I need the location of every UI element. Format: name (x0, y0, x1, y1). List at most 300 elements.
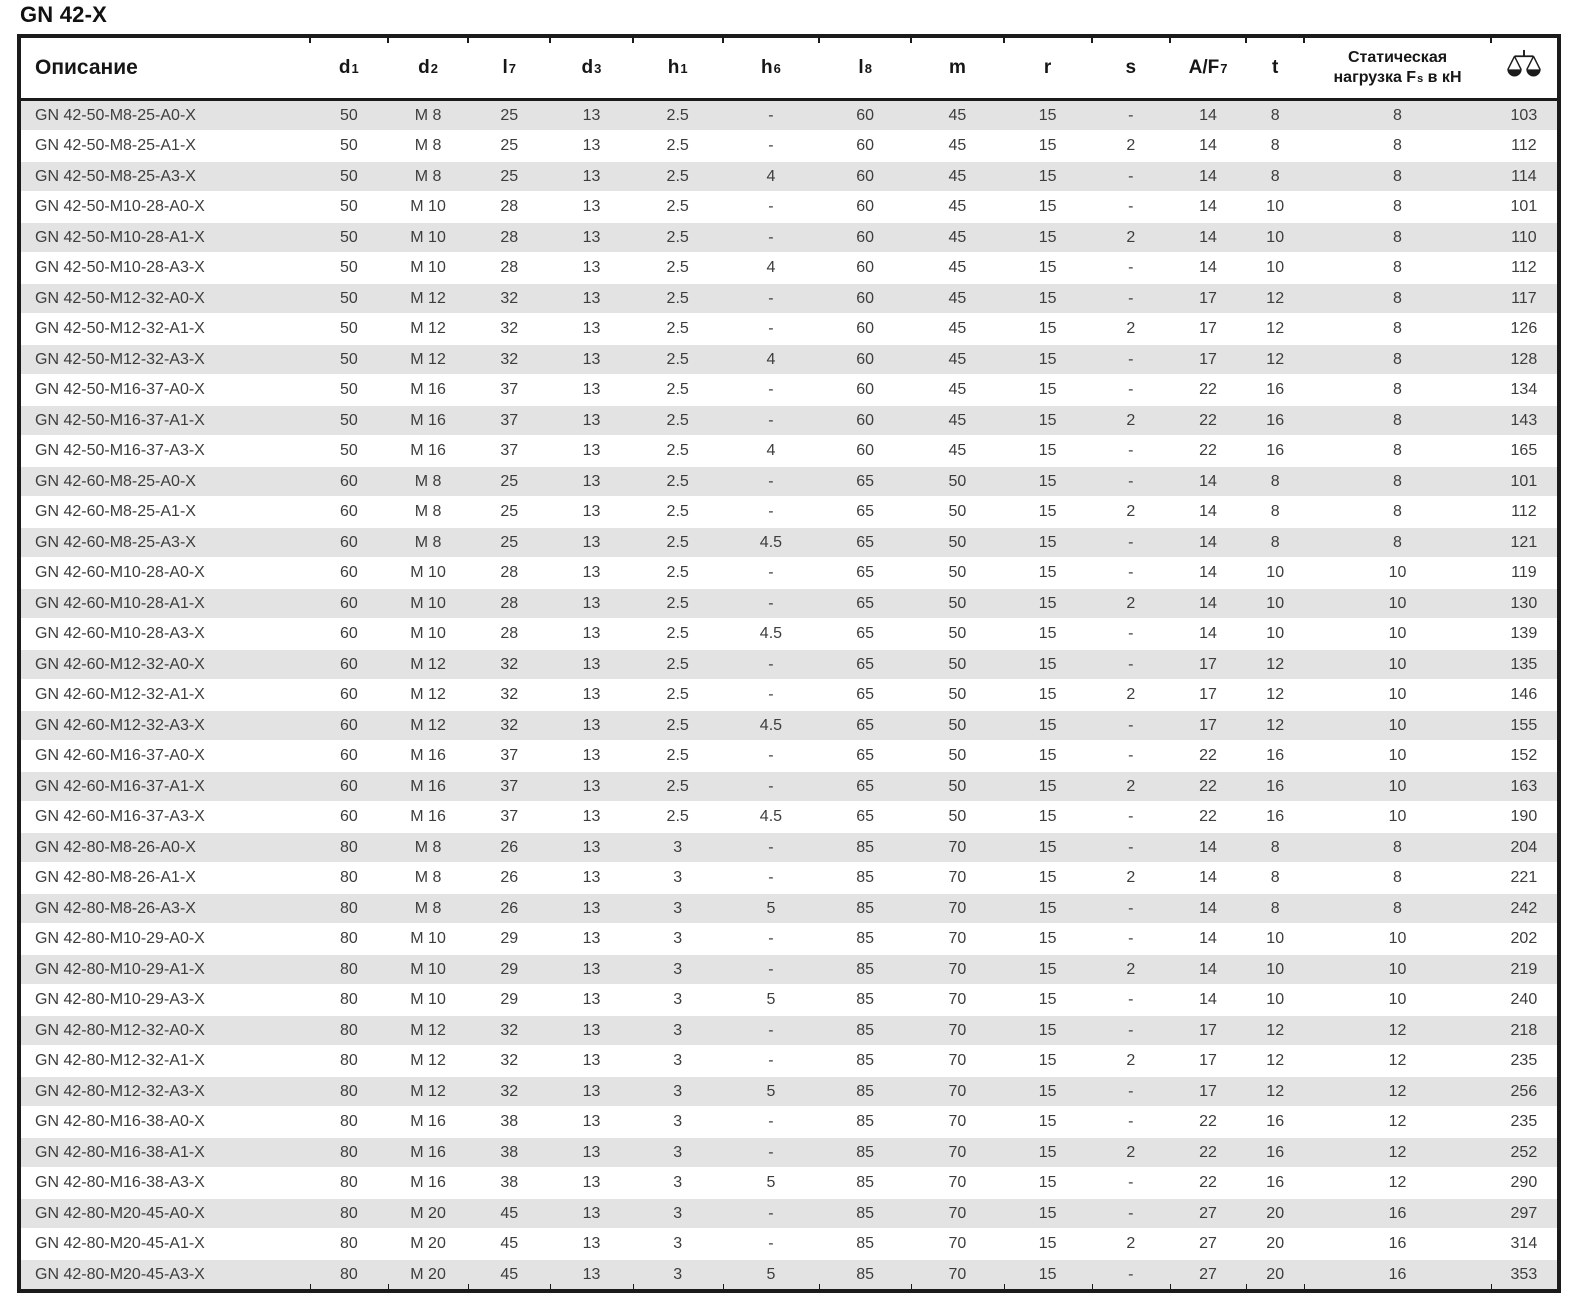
value-cell: 13 (550, 1259, 632, 1291)
value-cell: 8 (1304, 283, 1490, 314)
value-cell: 50 (310, 99, 388, 131)
value-cell: 15 (1004, 954, 1092, 985)
value-cell: 13 (550, 1015, 632, 1046)
part-number-cell: GN 42-50-M8-25-A3-X (19, 161, 310, 192)
part-number-cell: GN 42-80-M12-32-A3-X (19, 1076, 310, 1107)
table-row (19, 893, 1559, 924)
value-cell: 60 (310, 680, 388, 711)
value-cell: 17 (1170, 344, 1246, 375)
part-number-cell: GN 42-80-M16-38-A3-X (19, 1168, 310, 1199)
value-cell: 22 (1170, 375, 1246, 406)
column-header-r: r (1004, 36, 1092, 99)
value-cell: 28 (468, 558, 550, 589)
value-cell: - (1092, 161, 1170, 192)
value-cell: 112 (1491, 253, 1559, 284)
value-cell: 4 (723, 161, 819, 192)
value-cell: 80 (310, 985, 388, 1016)
value-cell: 13 (550, 741, 632, 772)
part-number-cell: GN 42-50-M10-28-A0-X (19, 192, 310, 223)
value-cell: 12 (1304, 1076, 1490, 1107)
value-cell: 85 (819, 924, 911, 955)
value-cell: 10 (1246, 619, 1304, 650)
value-cell: 2.5 (633, 558, 723, 589)
part-number-cell: GN 42-50-M16-37-A0-X (19, 375, 310, 406)
value-cell: 2.5 (633, 527, 723, 558)
value-cell: 13 (550, 222, 632, 253)
value-cell: 14 (1170, 558, 1246, 589)
table-row (19, 619, 1559, 650)
value-cell: 50 (911, 680, 1003, 711)
value-cell: 8 (1304, 192, 1490, 223)
value-cell: M 12 (388, 344, 468, 375)
value-cell: 17 (1170, 1076, 1246, 1107)
value-cell: 45 (468, 1229, 550, 1260)
value-cell: 45 (911, 222, 1003, 253)
value-cell: 15 (1004, 1107, 1092, 1138)
value-cell: - (723, 649, 819, 680)
value-cell: 38 (468, 1107, 550, 1138)
value-cell: 297 (1491, 1198, 1559, 1229)
value-cell: 235 (1491, 1046, 1559, 1077)
value-cell: 13 (550, 924, 632, 955)
value-cell: 8 (1246, 893, 1304, 924)
part-number-cell: GN 42-50-M8-25-A0-X (19, 99, 310, 131)
value-cell: 13 (550, 954, 632, 985)
value-cell: - (1092, 1076, 1170, 1107)
value-cell: 80 (310, 1259, 388, 1291)
value-cell: 14 (1170, 954, 1246, 985)
value-cell: 13 (550, 985, 632, 1016)
value-cell: 13 (550, 1229, 632, 1260)
value-cell: 60 (819, 161, 911, 192)
value-cell: 15 (1004, 710, 1092, 741)
value-cell: 38 (468, 1168, 550, 1199)
value-cell: 2 (1092, 588, 1170, 619)
value-cell: 37 (468, 771, 550, 802)
value-cell: 10 (1246, 924, 1304, 955)
part-number-cell: GN 42-80-M16-38-A0-X (19, 1107, 310, 1138)
value-cell: 13 (550, 1046, 632, 1077)
value-cell: M 12 (388, 1076, 468, 1107)
value-cell: 29 (468, 985, 550, 1016)
column-header-d2: d2 (388, 36, 468, 99)
value-cell: 38 (468, 1137, 550, 1168)
value-cell: 60 (310, 710, 388, 741)
table-row (19, 832, 1559, 863)
column-header-h1: h1 (633, 36, 723, 99)
value-cell: 2.5 (633, 344, 723, 375)
value-cell: 13 (550, 558, 632, 589)
value-cell: - (1092, 99, 1170, 131)
header-row (19, 36, 1559, 99)
value-cell: 25 (468, 99, 550, 131)
value-cell: 17 (1170, 710, 1246, 741)
value-cell: 65 (819, 558, 911, 589)
value-cell: - (1092, 253, 1170, 284)
value-cell: 70 (911, 1198, 1003, 1229)
value-cell: 60 (310, 649, 388, 680)
value-cell: 8 (1246, 527, 1304, 558)
value-cell: 14 (1170, 192, 1246, 223)
value-cell: 45 (911, 99, 1003, 131)
value-cell: 14 (1170, 253, 1246, 284)
balance-scale-icon (1505, 49, 1543, 87)
value-cell: 12 (1304, 1015, 1490, 1046)
value-cell: 85 (819, 985, 911, 1016)
value-cell: 15 (1004, 344, 1092, 375)
value-cell: 15 (1004, 1015, 1092, 1046)
value-cell: - (723, 405, 819, 436)
value-cell: - (723, 466, 819, 497)
value-cell: 45 (911, 161, 1003, 192)
value-cell: 2.5 (633, 253, 723, 284)
column-header-d1: d1 (310, 36, 388, 99)
part-number-cell: GN 42-80-M12-32-A0-X (19, 1015, 310, 1046)
value-cell: M 16 (388, 1107, 468, 1138)
value-cell: - (1092, 558, 1170, 589)
value-cell: 45 (911, 436, 1003, 467)
value-cell: 45 (911, 314, 1003, 345)
value-cell: - (1092, 832, 1170, 863)
value-cell: 12 (1246, 649, 1304, 680)
part-number-cell: GN 42-50-M10-28-A3-X (19, 253, 310, 284)
value-cell: 25 (468, 497, 550, 528)
value-cell: 13 (550, 375, 632, 406)
value-cell: 29 (468, 924, 550, 955)
value-cell: 2 (1092, 131, 1170, 162)
value-cell: 50 (310, 436, 388, 467)
column-header-t: t (1246, 36, 1304, 99)
value-cell: 27 (1170, 1229, 1246, 1260)
table-row (19, 466, 1559, 497)
value-cell: 50 (911, 649, 1003, 680)
value-cell: M 16 (388, 1168, 468, 1199)
column-header-m: m (911, 36, 1003, 99)
table-row (19, 1076, 1559, 1107)
value-cell: - (1092, 466, 1170, 497)
value-cell: 50 (911, 558, 1003, 589)
value-cell: 28 (468, 619, 550, 650)
value-cell: 65 (819, 497, 911, 528)
value-cell: M 12 (388, 283, 468, 314)
value-cell: 2.5 (633, 192, 723, 223)
value-cell: 15 (1004, 680, 1092, 711)
value-cell: 252 (1491, 1137, 1559, 1168)
value-cell: 70 (911, 1107, 1003, 1138)
value-cell: 8 (1304, 131, 1490, 162)
value-cell: M 16 (388, 405, 468, 436)
value-cell: 65 (819, 588, 911, 619)
value-cell: 25 (468, 466, 550, 497)
value-cell: 8 (1304, 893, 1490, 924)
value-cell: M 12 (388, 314, 468, 345)
value-cell: 10 (1246, 253, 1304, 284)
value-cell: 13 (550, 1198, 632, 1229)
value-cell: M 10 (388, 588, 468, 619)
value-cell: M 10 (388, 558, 468, 589)
value-cell: 14 (1170, 863, 1246, 894)
part-number-cell: GN 42-80-M10-29-A3-X (19, 985, 310, 1016)
value-cell: 13 (550, 619, 632, 650)
part-number-cell: GN 42-60-M12-32-A0-X (19, 649, 310, 680)
table-row (19, 1259, 1559, 1291)
value-cell: 50 (911, 619, 1003, 650)
value-cell: 8 (1246, 497, 1304, 528)
value-cell: 15 (1004, 1046, 1092, 1077)
value-cell: M 8 (388, 497, 468, 528)
value-cell: - (723, 954, 819, 985)
value-cell: 10 (1246, 192, 1304, 223)
table-row (19, 710, 1559, 741)
value-cell: 22 (1170, 436, 1246, 467)
table-row (19, 161, 1559, 192)
value-cell: 50 (310, 161, 388, 192)
value-cell: 22 (1170, 802, 1246, 833)
value-cell: 13 (550, 680, 632, 711)
value-cell: 15 (1004, 771, 1092, 802)
value-cell: 15 (1004, 314, 1092, 345)
part-number-cell: GN 42-80-M16-38-A1-X (19, 1137, 310, 1168)
value-cell: M 16 (388, 375, 468, 406)
value-cell: 15 (1004, 832, 1092, 863)
value-cell: 112 (1491, 497, 1559, 528)
value-cell: 85 (819, 1198, 911, 1229)
value-cell: 13 (550, 710, 632, 741)
value-cell: 4.5 (723, 802, 819, 833)
value-cell: 2.5 (633, 771, 723, 802)
value-cell: 15 (1004, 527, 1092, 558)
value-cell: 14 (1170, 985, 1246, 1016)
value-cell: - (1092, 985, 1170, 1016)
value-cell: 8 (1304, 375, 1490, 406)
value-cell: 13 (550, 283, 632, 314)
value-cell: 27 (1170, 1259, 1246, 1291)
value-cell: 2.5 (633, 466, 723, 497)
value-cell: 3 (633, 985, 723, 1016)
value-cell: 8 (1304, 99, 1490, 131)
value-cell: 15 (1004, 466, 1092, 497)
value-cell: 60 (310, 527, 388, 558)
part-number-cell: GN 42-60-M12-32-A1-X (19, 680, 310, 711)
value-cell: 3 (633, 1107, 723, 1138)
column-header-l8: l8 (819, 36, 911, 99)
value-cell: - (1092, 192, 1170, 223)
value-cell: - (723, 771, 819, 802)
part-number-cell: GN 42-60-M12-32-A3-X (19, 710, 310, 741)
value-cell: 60 (819, 99, 911, 131)
table-row (19, 924, 1559, 955)
value-cell: - (723, 222, 819, 253)
value-cell: 15 (1004, 1137, 1092, 1168)
value-cell: 13 (550, 588, 632, 619)
value-cell: 37 (468, 741, 550, 772)
table-row (19, 558, 1559, 589)
table-row (19, 344, 1559, 375)
part-number-cell: GN 42-60-M8-25-A0-X (19, 466, 310, 497)
value-cell: 5 (723, 1076, 819, 1107)
value-cell: 20 (1246, 1198, 1304, 1229)
table-row (19, 1229, 1559, 1260)
value-cell: - (723, 832, 819, 863)
value-cell: 3 (633, 1015, 723, 1046)
value-cell: 13 (550, 99, 632, 131)
value-cell: 60 (310, 497, 388, 528)
value-cell: 85 (819, 1229, 911, 1260)
value-cell: 16 (1246, 741, 1304, 772)
value-cell: M 20 (388, 1229, 468, 1260)
value-cell: 101 (1491, 192, 1559, 223)
value-cell: 65 (819, 771, 911, 802)
value-cell: 10 (1304, 985, 1490, 1016)
value-cell: 15 (1004, 893, 1092, 924)
value-cell: - (723, 192, 819, 223)
value-cell: 2.5 (633, 649, 723, 680)
table-row (19, 985, 1559, 1016)
value-cell: 15 (1004, 863, 1092, 894)
value-cell: 219 (1491, 954, 1559, 985)
value-cell: 10 (1246, 588, 1304, 619)
value-cell: 8 (1304, 344, 1490, 375)
table-row (19, 497, 1559, 528)
value-cell: 2.5 (633, 375, 723, 406)
part-number-cell: GN 42-50-M8-25-A1-X (19, 131, 310, 162)
value-cell: M 8 (388, 863, 468, 894)
value-cell: - (723, 680, 819, 711)
value-cell: 112 (1491, 131, 1559, 162)
table-row (19, 863, 1559, 894)
value-cell: 15 (1004, 375, 1092, 406)
value-cell: 37 (468, 436, 550, 467)
table-row (19, 527, 1559, 558)
part-number-cell: GN 42-60-M10-28-A0-X (19, 558, 310, 589)
table-header (19, 36, 1559, 99)
value-cell: 13 (550, 863, 632, 894)
value-cell: 8 (1246, 466, 1304, 497)
value-cell: 22 (1170, 1107, 1246, 1138)
value-cell: 13 (550, 649, 632, 680)
value-cell: 3 (633, 924, 723, 955)
value-cell: 85 (819, 1107, 911, 1138)
value-cell: 4.5 (723, 619, 819, 650)
value-cell: 15 (1004, 222, 1092, 253)
value-cell: 12 (1304, 1046, 1490, 1077)
value-cell: 50 (911, 588, 1003, 619)
value-cell: 50 (911, 741, 1003, 772)
value-cell: 45 (911, 253, 1003, 284)
value-cell: 10 (1246, 985, 1304, 1016)
value-cell: 60 (819, 405, 911, 436)
table-row (19, 405, 1559, 436)
value-cell: M 10 (388, 985, 468, 1016)
value-cell: 14 (1170, 924, 1246, 955)
value-cell: 50 (310, 314, 388, 345)
value-cell: 2 (1092, 1046, 1170, 1077)
value-cell: 13 (550, 131, 632, 162)
value-cell: 29 (468, 954, 550, 985)
value-cell: M 16 (388, 741, 468, 772)
value-cell: 45 (911, 344, 1003, 375)
value-cell: 32 (468, 680, 550, 711)
column-header-weight (1491, 36, 1559, 99)
value-cell: 28 (468, 588, 550, 619)
value-cell: 60 (819, 314, 911, 345)
value-cell: - (723, 131, 819, 162)
value-cell: 32 (468, 649, 550, 680)
value-cell: 12 (1246, 314, 1304, 345)
value-cell: 27 (1170, 1198, 1246, 1229)
value-cell: - (1092, 741, 1170, 772)
value-cell: 80 (310, 832, 388, 863)
value-cell: 22 (1170, 1168, 1246, 1199)
value-cell: - (1092, 893, 1170, 924)
value-cell: 13 (550, 771, 632, 802)
value-cell: - (1092, 619, 1170, 650)
value-cell: 16 (1304, 1229, 1490, 1260)
part-number-cell: GN 42-50-M16-37-A1-X (19, 405, 310, 436)
value-cell: - (723, 375, 819, 406)
value-cell: 15 (1004, 985, 1092, 1016)
value-cell: 65 (819, 680, 911, 711)
value-cell: - (723, 1015, 819, 1046)
value-cell: 121 (1491, 527, 1559, 558)
value-cell: 70 (911, 985, 1003, 1016)
value-cell: 80 (310, 893, 388, 924)
value-cell: 85 (819, 863, 911, 894)
value-cell: 17 (1170, 314, 1246, 345)
value-cell: - (1092, 283, 1170, 314)
value-cell: M 8 (388, 893, 468, 924)
value-cell: M 20 (388, 1259, 468, 1291)
value-cell: 15 (1004, 192, 1092, 223)
value-cell: 10 (1304, 802, 1490, 833)
value-cell: 25 (468, 131, 550, 162)
value-cell: 2.5 (633, 222, 723, 253)
value-cell: 8 (1304, 253, 1490, 284)
value-cell: 50 (911, 466, 1003, 497)
value-cell: 8 (1246, 99, 1304, 131)
value-cell: 70 (911, 832, 1003, 863)
value-cell: 202 (1491, 924, 1559, 955)
value-cell: 16 (1304, 1259, 1490, 1291)
value-cell: 13 (550, 1107, 632, 1138)
value-cell: 8 (1246, 863, 1304, 894)
table-row (19, 588, 1559, 619)
part-number-cell: GN 42-60-M10-28-A3-X (19, 619, 310, 650)
value-cell: 4.5 (723, 527, 819, 558)
value-cell: 14 (1170, 893, 1246, 924)
value-cell: 8 (1304, 436, 1490, 467)
value-cell: - (723, 924, 819, 955)
table-row (19, 1168, 1559, 1199)
value-cell: 85 (819, 1046, 911, 1077)
value-cell: 5 (723, 1259, 819, 1291)
value-cell: 26 (468, 893, 550, 924)
value-cell: 60 (819, 131, 911, 162)
value-cell: 10 (1304, 924, 1490, 955)
table-row (19, 649, 1559, 680)
value-cell: 17 (1170, 649, 1246, 680)
value-cell: 28 (468, 253, 550, 284)
value-cell: 3 (633, 1076, 723, 1107)
value-cell: - (1092, 1259, 1170, 1291)
value-cell: 70 (911, 863, 1003, 894)
value-cell: 2.5 (633, 405, 723, 436)
column-header-description: Описание (19, 36, 310, 99)
value-cell: 60 (819, 344, 911, 375)
value-cell: M 10 (388, 924, 468, 955)
value-cell: - (723, 1107, 819, 1138)
value-cell: 3 (633, 1137, 723, 1168)
